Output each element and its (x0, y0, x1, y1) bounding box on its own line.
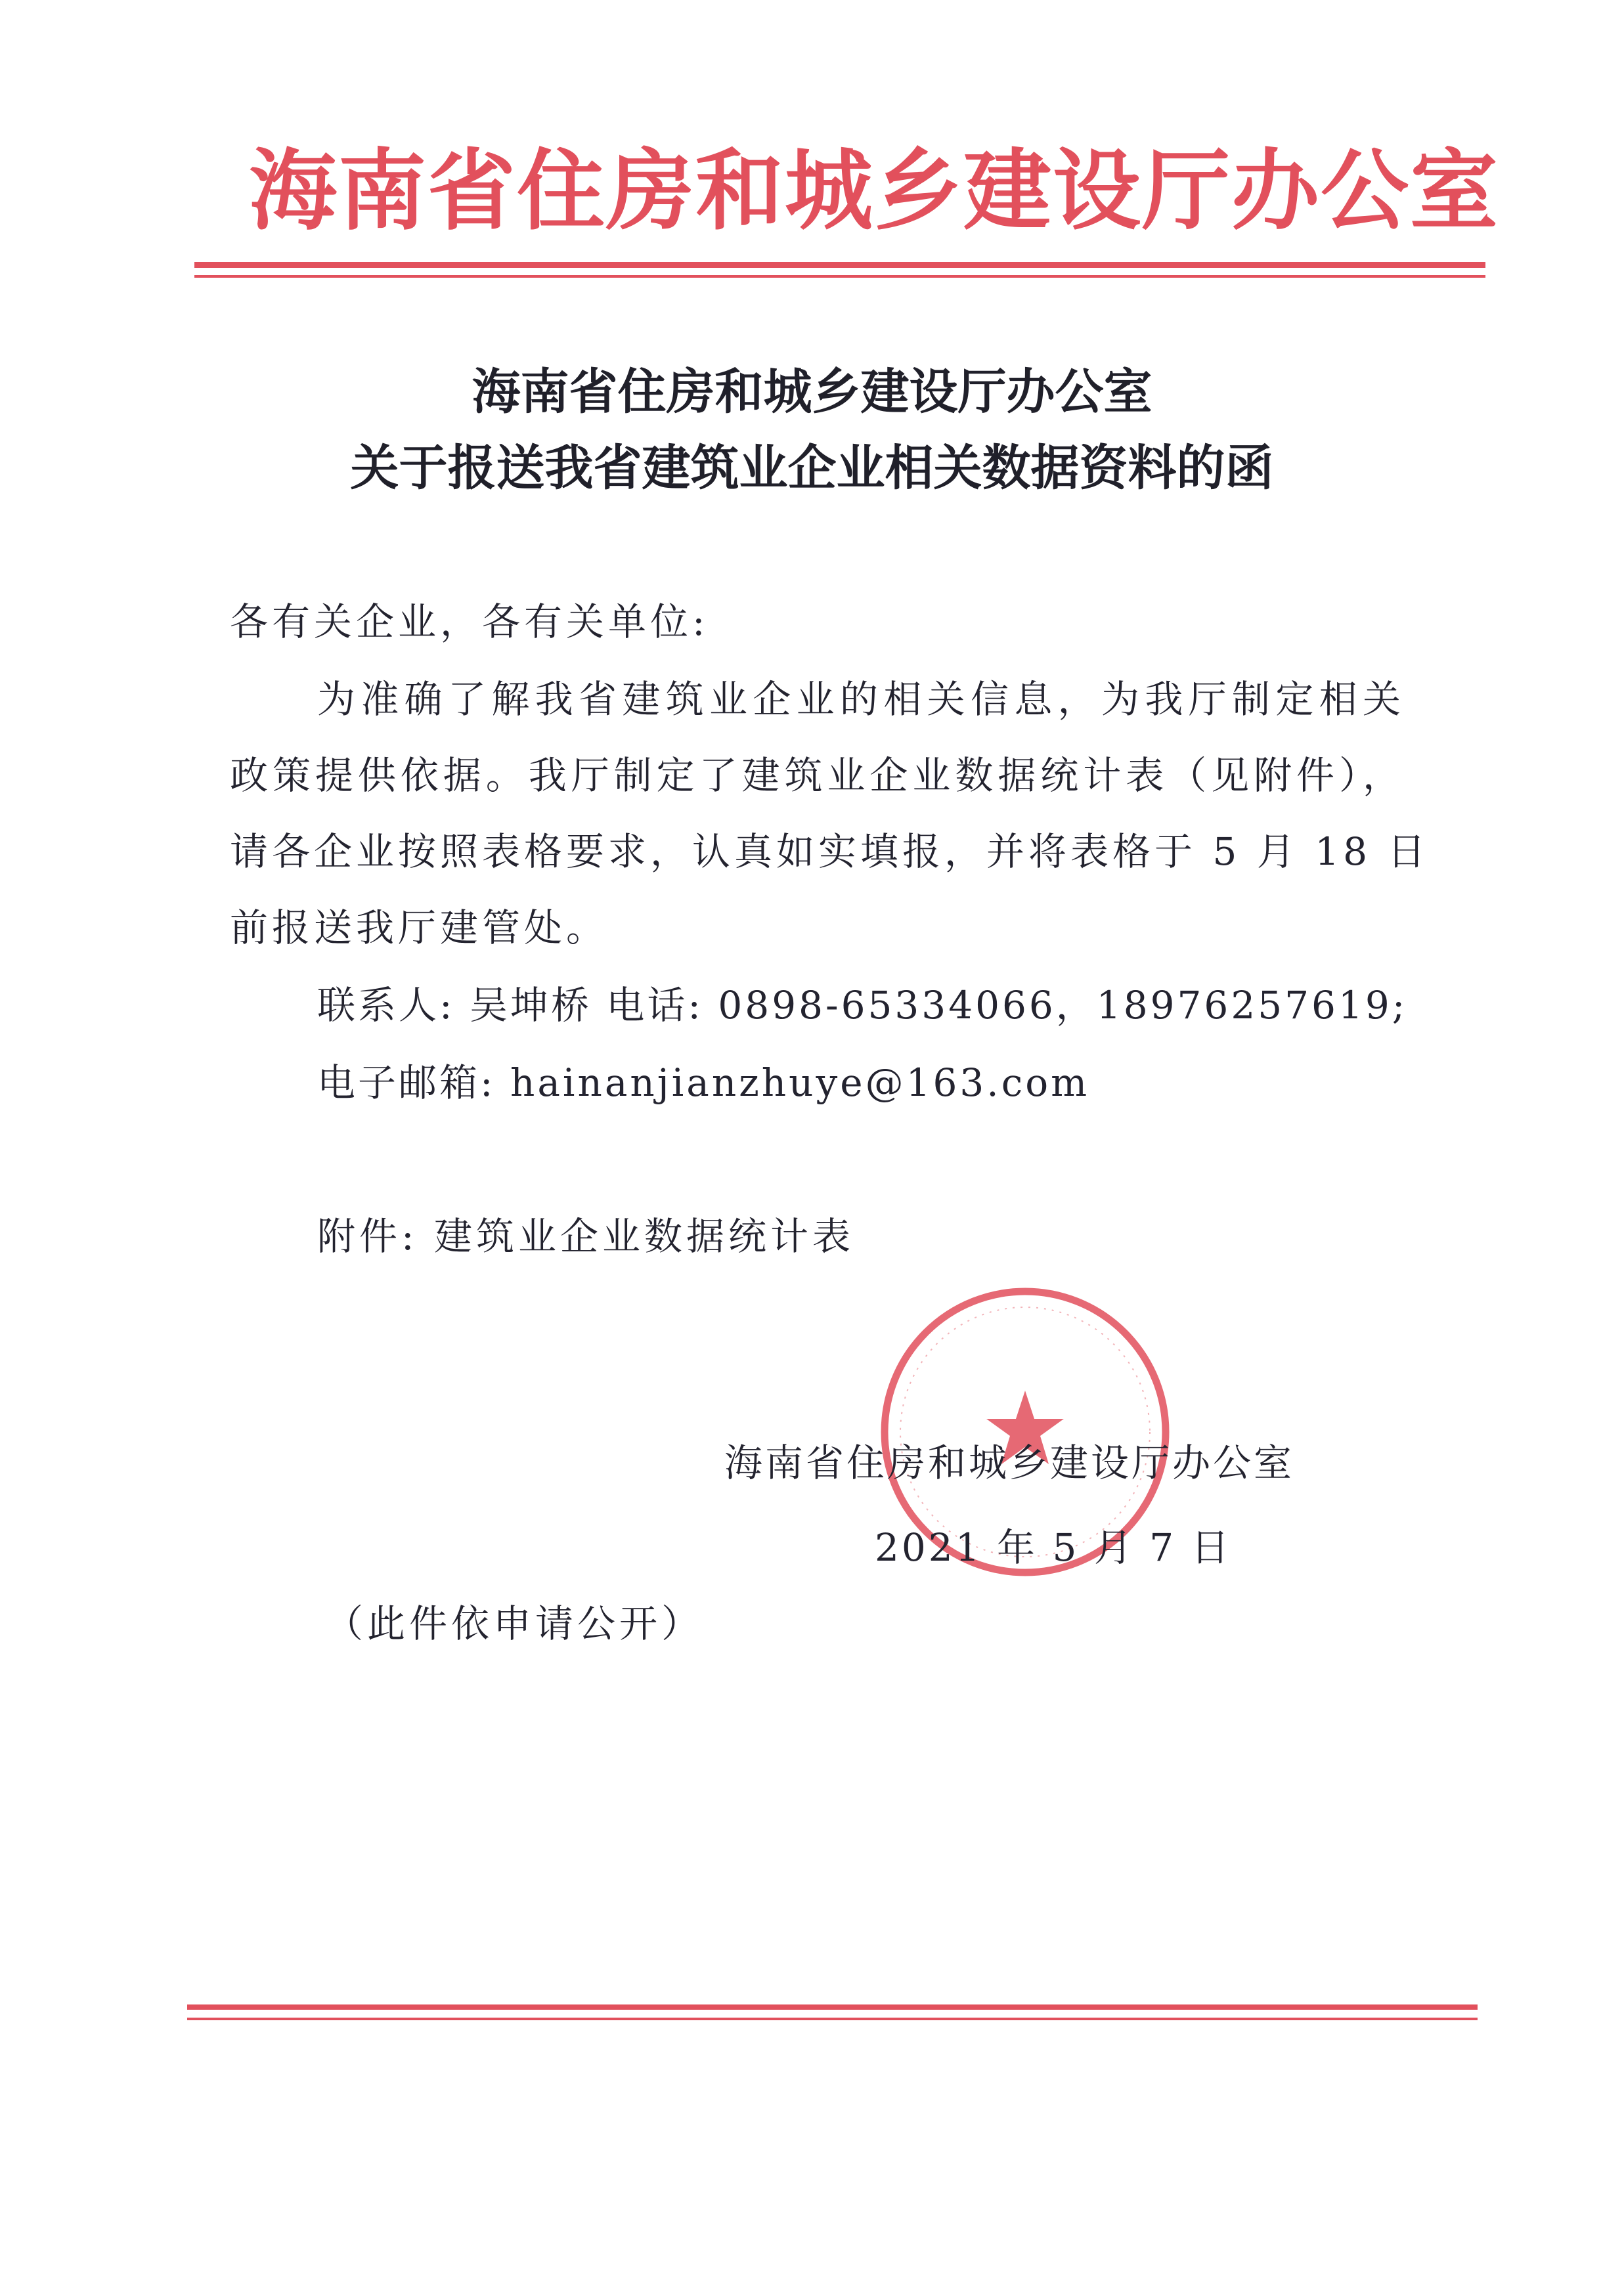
document-title-line2: 关于报送我省建筑业企业相关数据资料的函 (350, 440, 1274, 496)
document-title-line1: 海南省住房和城乡建设厅办公室 (472, 364, 1152, 420)
paragraph-line: 请各企业按照表格要求，认真如实填报，并将表格于 5 月 18 日 (230, 829, 1430, 874)
paragraph-line: 为准确了解我省建筑业企业的相关信息，为我厅制定相关 (317, 677, 1405, 722)
salutation: 各有关企业，各有关单位: (230, 599, 709, 644)
paragraph-line: 前报送我厅建管处。 (230, 905, 609, 950)
disclosure-note: （此件依申请公开） (325, 1601, 704, 1646)
issue-date: 2021 年 5 月 7 日 (875, 1525, 1232, 1570)
issuer-signature: 海南省住房和城乡建设厅办公室 (724, 1440, 1295, 1485)
masthead-title: 海南省住房和城乡建设厅办公室 (249, 139, 1500, 242)
masthead-rule-thin (194, 275, 1485, 278)
email-line: 电子邮箱: hainanjianzhuye@163.com (317, 1060, 1090, 1105)
contact-line: 联系人: 吴坤桥 电话: 0898-65334066，18976257619; (317, 983, 1408, 1028)
paragraph-line: 政策提供依据。我厅制定了建筑业企业数据统计表（见附件）， (230, 753, 1405, 798)
attachment-line: 附件: 建筑业企业数据统计表 (317, 1214, 854, 1259)
footer-rule-thick (187, 2004, 1478, 2010)
masthead-rule-thick (194, 262, 1485, 268)
footer-rule-thin (187, 2018, 1478, 2020)
